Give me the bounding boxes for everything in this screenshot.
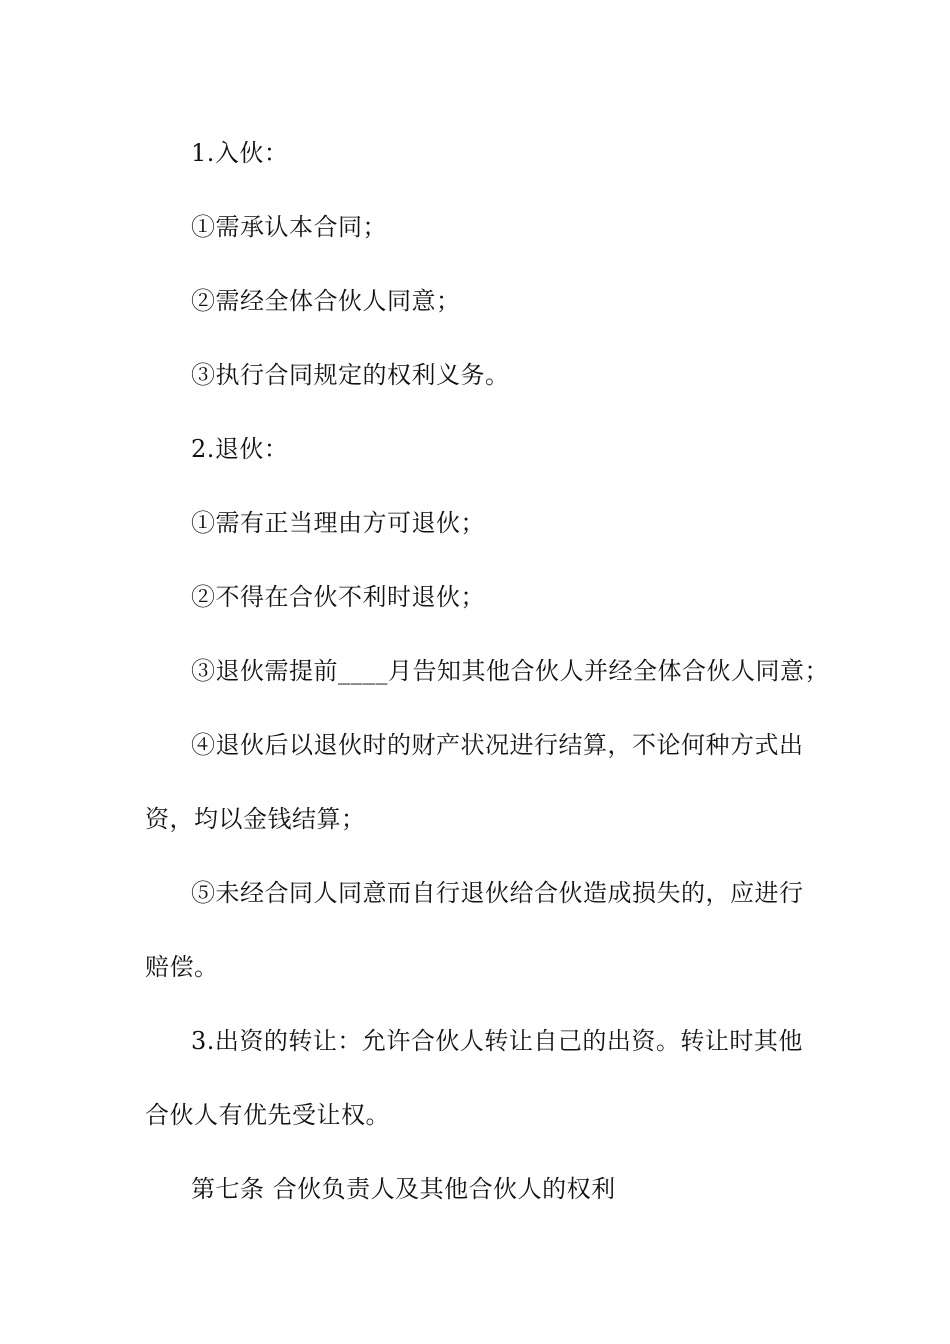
withdraw-item-5-line-2: 赔偿。 — [145, 953, 219, 981]
withdraw-item-3: ③退伙需提前____月告知其他合伙人并经全体合伙人同意； — [191, 657, 829, 685]
clause-join-heading: 1.入伙： — [191, 139, 289, 167]
clause-transfer-line-2: 合伙人有优先受让权。 — [145, 1101, 390, 1129]
withdraw-item-2: ②不得在合伙不利时退伙； — [191, 583, 485, 611]
clause-withdraw-heading: 2.退伙： — [191, 435, 289, 463]
withdraw-item-4-line-2: 资，均以金钱结算； — [145, 805, 366, 833]
join-item-1: ①需承认本合同； — [191, 213, 387, 241]
withdraw-item-5-line-1: ⑤未经合同人同意而自行退伙给合伙造成损失的，应进行 — [191, 879, 804, 907]
withdraw-item-4-line-1: ④退伙后以退伙时的财产状况进行结算，不论何种方式出 — [191, 731, 804, 759]
join-item-2: ②需经全体合伙人同意； — [191, 287, 461, 315]
article-seven-heading: 第七条 合伙负责人及其他合伙人的权利 — [191, 1175, 616, 1203]
join-item-3: ③执行合同规定的权利义务。 — [191, 361, 510, 389]
clause-transfer-line-1: 3.出资的转让：允许合伙人转让自己的出资。转让时其他 — [191, 1027, 803, 1055]
withdraw-item-1: ①需有正当理由方可退伙； — [191, 509, 485, 537]
